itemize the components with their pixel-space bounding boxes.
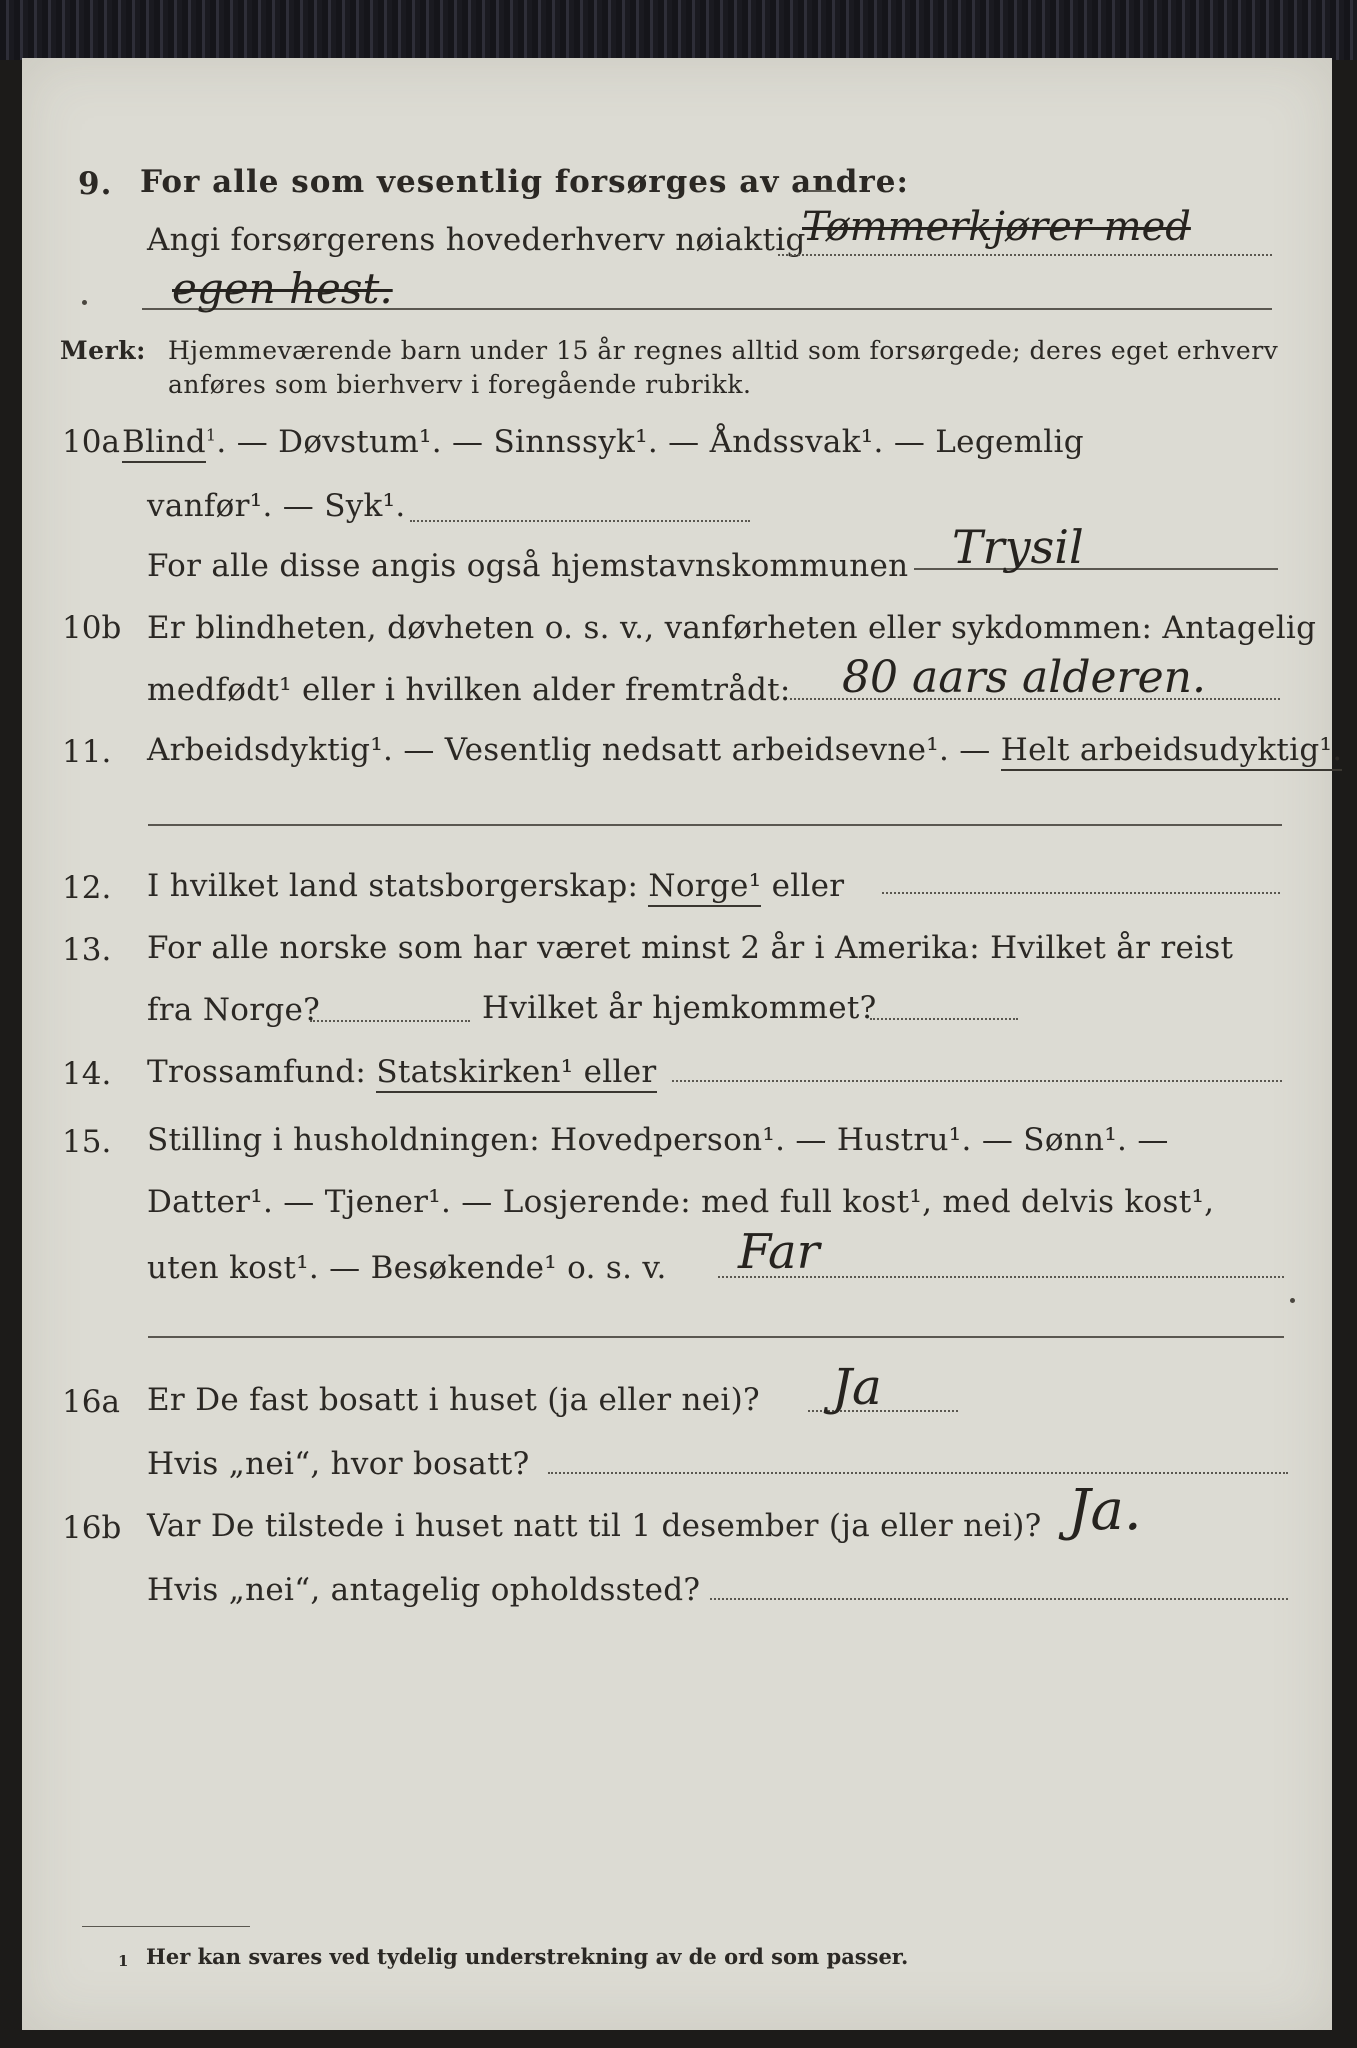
q13-number: 13. [62,932,112,968]
q9-title: For alle som vesentlig forsørges av andre: [140,164,909,200]
q11-answer-line [148,824,1282,826]
q10a-line-1: Blind$^1$. — Døvstum¹. — Sinnssyk¹. — Åndssvak¹. — Legemlig [122,424,1084,460]
footnote-text: Her kan svares ved tydelig understrekning av de ord som passer. [146,1944,909,1969]
q16b-line-1: Var De tilstede i huset natt til 1 desember (ja eller nei)? [147,1508,1042,1544]
q15-extra-line [148,1336,1284,1338]
q12-line-1: I hvilket land statsborgerskap: Norge¹ eller [147,868,844,904]
q13-line-1: For alle norske som har været minst 2 år i Amerika: Hvilket år reist [147,930,1234,966]
q9-prompt: Angi forsørgerens hovederhverv nøiaktig [147,222,806,258]
q16a-number: 16a [62,1384,120,1420]
q11-selected: Helt arbeidsudyktig¹. [1001,732,1343,771]
q12-number: 12. [62,870,112,906]
q16a-bosatt-line [548,1472,1288,1474]
footnote-rule [82,1926,250,1927]
q13-hjem-line [870,1018,1018,1020]
q16b-answer: Ja. [1068,1478,1142,1543]
q15-line-3: uten kost¹. — Besøkende¹ o. s. v. [147,1250,667,1286]
q10a-line-2: vanfør¹. — Syk¹. [147,488,406,524]
merk-line-1: Hjemmeværende barn under 15 år regnes alltid som forsørgede; deres eget erhverv [168,336,1279,365]
q16b-opholdssted-line [710,1598,1288,1600]
q10a-number: 10a [62,424,120,460]
q14-number: 14. [62,1056,112,1092]
census-form-page [22,58,1343,2030]
q10a-selected-blind: Blind [122,424,206,463]
q10a-line-3: For alle disse angis også hjemstavnskommunen [147,548,909,584]
q16a-line-1: Er De fast bosatt i huset (ja eller nei)? [147,1382,760,1418]
q10b-line-2: medfødt¹ eller i hvilken alder fremtrådt: [147,672,791,708]
q10a-answer: Trysil [952,520,1084,574]
q14-selected: Statskirken¹ eller [376,1054,656,1093]
q10b-answer: 80 aars alderen. [842,652,1206,703]
q16b-number: 16b [62,1510,122,1546]
q16a-line-2: Hvis „nei“, hvor bosatt? [147,1446,530,1482]
q10b-number: 10b [62,610,122,646]
scan-border [0,0,1357,60]
q9-dash [806,190,836,192]
q16a-answer: Ja [832,1358,882,1416]
q12-answer-line [882,892,1280,894]
q14-line-1: Trossamfund: Statskirken¹ eller [147,1054,657,1090]
q16b-line-2: Hvis „nei“, antagelig opholdssted? [147,1572,701,1608]
margin-dot [1290,1298,1295,1303]
q15-line-1: Stilling i husholdningen: Hovedperson¹. — Hustru¹. — Sønn¹. — [147,1122,1169,1158]
q16a-answer-line [808,1410,958,1412]
q13-line-2a: fra Norge? [147,992,321,1028]
footnote-mark: 1 [118,1952,129,1970]
q11-line-1: Arbeidsdyktig¹. — Vesentlig nedsatt arbeidsevne¹. — Helt arbeidsudyktig¹. [147,732,1342,768]
q12-selected: Norge¹ [648,868,761,907]
q11-number: 11. [62,734,112,770]
q15-number: 15. [62,1124,112,1160]
merk-label: Merk: [60,336,146,365]
merk-line-2: anføres som bierhverv i foregående rubrikk. [168,370,752,399]
q15-line-2: Datter¹. — Tjener¹. — Losjerende: med full kost¹, med delvis kost¹, [147,1184,1215,1220]
margin-dot [82,300,87,305]
q14-answer-line [672,1080,1282,1082]
q15-answer: Far [738,1224,820,1280]
q13-line-2b: Hvilket år hjemkommet? [482,990,877,1026]
q9-answer-2: egen hest. [172,264,393,313]
q13-reist-line [310,1020,470,1022]
q10b-line-1: Er blindheten, døvheten o. s. v., vanførheten eller sykdommen: Antagelig [147,610,1317,646]
q10a-syk-line [410,520,750,522]
q9-answer-1: Tømmerkjører med [802,204,1191,250]
q9-number: 9. [78,166,113,202]
q9-answer-line-1 [778,254,1272,256]
